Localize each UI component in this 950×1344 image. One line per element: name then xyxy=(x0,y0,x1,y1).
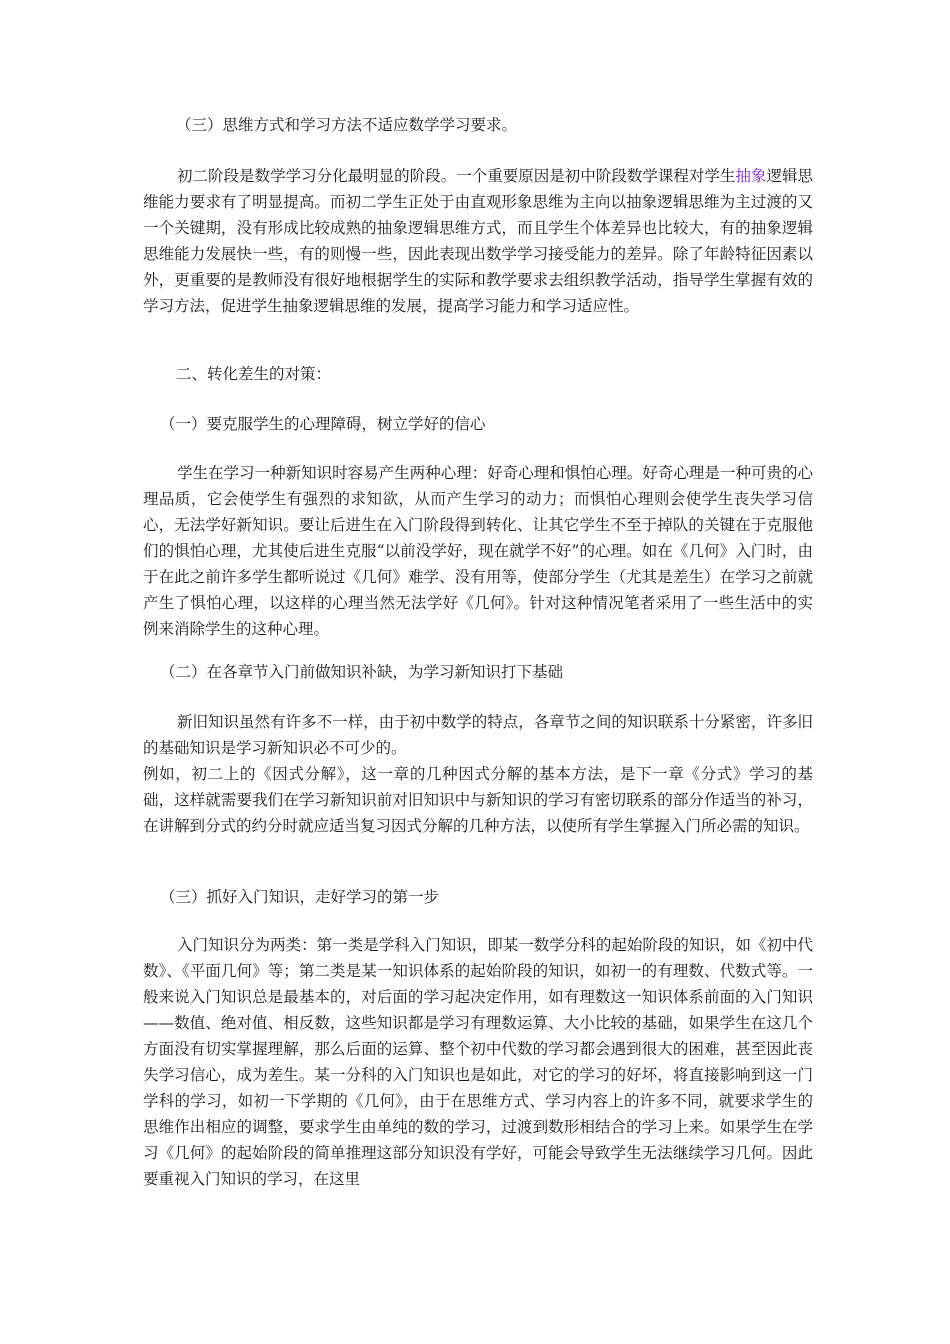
paragraph-3b: 例如，初二上的《因式分解》，这一章的几种因式分解的基本方法，是下一章《分式》学习的基础，这样就需要我们在学习新知识前对旧知识中与新知识的学习有密切联系的部分作适当的补习，在讲解到分式的约分时就应适当复习因式分解的几种方法，以使所有学生掌握入门所必需的知识。 xyxy=(143,765,813,835)
paragraph-1 xyxy=(143,163,813,319)
subsection-heading-1: （一）要克服学生的心理障碍，树立学好的信心 xyxy=(160,415,486,433)
paragraph-2: 学生在学习一种新知识时容易产生两种心理：好奇心理和惧怕心理。好奇心理是一种可贵的心理品质，它会使学生有强烈的求知欲，从而产生学习的动力；而惧怕心理则会使学生丧失学习信心，无法学好新知识。要让后进生在入门阶段得到转化、让其它学生不至于掉队的关键在于克服他们的惧怕心理，尤其使后进生克服“以前没学好，现在就学不好”的心理。如在《几何》入门时，由于在此之前许多学生都听说过《几何》难学、没有用等，使部分学生（尤其是差生）在学习之前就产生了惧怕心理，以这样的心理当然无法学好《几何》。针对这种情况笔者采用了一些生活中的实例来消除学生的这种心理。 xyxy=(143,464,813,638)
subsection-heading-3: （三）抓好入门知识，走好学习的第一步 xyxy=(160,888,440,906)
paragraph-1-text-b: 逻辑思维能力要求有了明显提高。而初二学生正处于由直观形象思维为主向以抽象逻辑思维为主过渡的又一个关键期，没有形成比较成熟的抽象逻辑思维方式，而且学生个体差异也比较大，有的抽象逻辑思维能力发展快一些，有的则慢一些，因此表现出数学学习接受能力的差异。除了年龄特征因素以外，更重要的是教师没有很好地根据学生的实际和教学要求去组织教学活动，指导学生掌握有效的学习方法，促进学生抽象逻辑思维的发展，提高学习能力和学习适应性。 xyxy=(143,167,813,315)
subsection-heading-2: （二）在各章节入门前做知识补缺，为学习新知识打下基础 xyxy=(160,663,564,681)
paragraph-1-text-a: 初二阶段是数学学习分化最明显的阶段。一个重要原因是初中阶段数学课程对学生 xyxy=(177,167,736,185)
section-heading-2: 二、转化差生的对策： xyxy=(176,365,332,383)
abstract-link[interactable]: 抽象 xyxy=(735,167,767,185)
paragraph-4: 入门知识分为两类：第一类是学科入门知识，即某一数学分科的起始阶段的知识，如《初中代数》、《平面几何》等；第二类是某一知识体系的起始阶段的知识，如初一的有理数、代数式等。一般来说入门知识总是最基本的，对后面的学习起决定作用，如有理数这一知识体系前面的入门知识——数值、绝对值、相反数，这些知识都是学习有理数运算、大小比较的基础，如果学生在这几个方面没有切实掌握理解，那么后面的运算、整个初中代数的学习都会遇到很大的困难，甚至因此丧失学习信心，成为差生。某一分科的入门知识也是如此，对它的学习的好坏，将直接影响到这一门学科的学习，如初一下学期的《几何》，由于在思维方式、学习内容上的许多不同，就要求学生的思维作出相应的调整，要求学生由单纯的数的学习，过渡到数形相结合的学习上来。如果学生在学习《几何》的起始阶段的简单推理这部分知识没有学好，可能会导致学生无法继续学习几何。因此要重视入门知识的学习，在这里 xyxy=(143,936,813,1188)
paragraph-3a: 新旧知识虽然有许多不一样，由于初中数学的特点，各章节之间的知识联系十分紧密，许多旧的基础知识是学习新知识必不可少的。 xyxy=(143,713,813,757)
section-heading-3a: （三）思维方式和学习方法不适应数学学习要求。 xyxy=(176,116,518,134)
